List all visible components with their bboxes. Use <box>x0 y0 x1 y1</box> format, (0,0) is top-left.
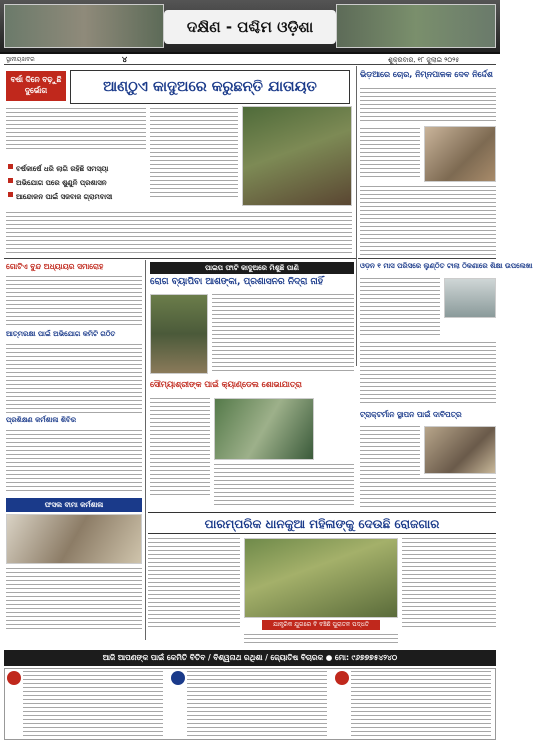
bottom-headline: ପାରମ୍ପରିକ ଧାନକୁଆ ମହିଳାଙ୍କୁ ଦେଉଛି ରୋଜଗାର <box>148 512 496 534</box>
mid-story2: ସୌମ୍ୟାଶ୍ରୀଙ୍କ ପାଇଁ କ୍ୟାଣ୍ଡେଲ ଶୋଭାଯାତ୍ରା <box>150 380 302 389</box>
lead-headline: ଆଣ୍ଠୁଏ କାଦୁଅରେ କରୁଛନ୍ତି ଯାତାୟତ <box>70 70 350 104</box>
mid-text-2 <box>150 398 210 498</box>
lead-body-text-3 <box>6 212 352 256</box>
bottom-photo <box>244 538 398 618</box>
bullet-icon <box>8 192 13 197</box>
left-h4: ଫସଲ ବୀମା କର୍ମଶାଳା <box>6 498 142 512</box>
page-number: ୪ <box>122 55 128 64</box>
horoscope-banner <box>4 650 496 666</box>
right-text-2 <box>360 426 420 476</box>
mid-text-1 <box>212 294 354 374</box>
lead-body-text <box>6 108 146 152</box>
lead-body-text-2 <box>150 108 238 198</box>
mid-headline: ରୋଗ ବ୍ୟାପିବା ଆଶଙ୍କା, ପ୍ରଶାସନର ନିଦ୍ରା ନାହିଁ <box>150 277 323 287</box>
left-h3: ପ୍ରଶିକ୍ଷଣ କର୍ମଶାଳା ଶିବିର <box>6 416 77 424</box>
horoscope-col-2 <box>187 671 327 737</box>
left-photo <box>6 514 142 564</box>
right-top-text <box>360 88 496 124</box>
right-top-headline: ଭିଡ଼ଆରେ ଚୋର, ନିମ୍ନପାଳକ ଦେବ ନିର୍ଦ୍ଦେଶ <box>360 70 493 79</box>
masthead-photo-left <box>4 4 164 48</box>
mid-photo <box>150 294 208 374</box>
left-h2: ଆତ୍ମରକ୍ଷା ପାଇଁ ଅଭିଯୋଗ କମିଟି ଗଠିତ <box>6 330 116 338</box>
section-label: ସ୍ଥାନୀୟଖବର <box>6 56 35 63</box>
masthead-rule <box>4 64 496 65</box>
bottom-text-1 <box>148 538 240 628</box>
horoscope-title: ଆଜି ଆପଣଙ୍କ ପାଇଁ କେମିତି ବିତିବ / ବିଶ୍ୱନାଥ ରଥିଶା / ଜ୍ୟୋତିଷ ବିଚାରକ ● ମୋ: ୯୬୭୭୭୫୪୨୪୦ <box>102 653 398 662</box>
mid-photo-2 <box>214 398 314 460</box>
bottom-text-2 <box>402 538 496 628</box>
lead-bullet-1: ବର୍ଷକାର୍ଷେ ଧରି ଲାଗି ରହିଛି ସମସ୍ୟା <box>8 156 148 168</box>
left-h1: ଗୋଟିଏ ବୁନ୍ଦ ଅଧ୍ୟାୟର ସମାରୋହ <box>6 262 104 271</box>
horoscope-col-3 <box>351 671 491 737</box>
left-text-1 <box>6 276 142 326</box>
right-photo-1 <box>444 278 496 318</box>
right-h2: ଟ୍ରାକ୍ଟର୍ମାନ ସ୍ଥାପନ ପାଇଁ ଦାବିପତ୍ର <box>360 410 462 419</box>
right-h1: ଓଡ଼ନ ୧ ମାସ ପରିସରେ ଲୁଣ୍ଠିତ ଟାଲା ଠିକଣାରେ ଶିକ୍ଷା ଉପଲେଖା <box>360 262 533 270</box>
right-section-rule <box>358 258 496 259</box>
left-text-3 <box>6 430 142 494</box>
bottom-text-3 <box>244 634 398 644</box>
right-top-text-2 <box>360 128 420 178</box>
right-top-text-3 <box>360 186 496 256</box>
zodiac-icon <box>7 671 21 685</box>
mid-text-3 <box>214 464 354 508</box>
masthead-photo-right <box>336 4 496 48</box>
right-text-3 <box>360 478 496 508</box>
bullet-icon <box>8 178 13 183</box>
right-photo-2 <box>424 426 496 474</box>
left-text-2 <box>6 344 142 414</box>
lead-photo <box>242 106 352 206</box>
lead-kicker: ବର୍ଷା ଦିନେ ବଢ଼ୁଛି ଦୁର୍ଭୋଗ <box>6 71 66 101</box>
right-text-1 <box>360 278 440 338</box>
bullet-icon <box>8 164 13 169</box>
lead-bullet-2: ଅଭିଯୋଗ ପରେ ଶୁଣୁନି ପ୍ରଶାସନ <box>8 170 148 182</box>
lead-bullet-3: ଆନ୍ଦୋଳନ ପାଇଁ ସଜବାଜ ଗ୍ରାମବାସୀ <box>8 184 148 196</box>
horoscope-col-1 <box>23 671 163 737</box>
section-rule <box>4 258 356 259</box>
horoscope-grid <box>4 668 496 740</box>
masthead-banner <box>0 0 500 54</box>
column-divider-right <box>356 66 357 366</box>
mid-kicker: ପାଇପ ଫାଟି କାଦୁଅରେ ମିଶୁଛି ପାଣି <box>150 262 354 274</box>
zodiac-icon <box>171 671 185 685</box>
masthead-title: ଦକ୍ଷିଣ - ପଶ୍ଚିମ ଓଡ଼ିଶା <box>164 10 336 44</box>
right-text-1b <box>360 342 496 406</box>
right-top-photo <box>424 126 496 182</box>
bottom-caption: ଯାନ୍ତ୍ରିକ ଯୁଗରେ ବି ବଞ୍ଚିଛି ପୁରାତନ ପଦ୍ଧତି <box>262 620 380 630</box>
masthead-date: ଶୁକ୍ରବାର, ୧୮ ଜୁଲାଇ ୨୦୨୫ <box>388 56 460 64</box>
left-text-4 <box>6 568 142 632</box>
column-divider-left <box>145 260 146 640</box>
zodiac-icon <box>335 671 349 685</box>
